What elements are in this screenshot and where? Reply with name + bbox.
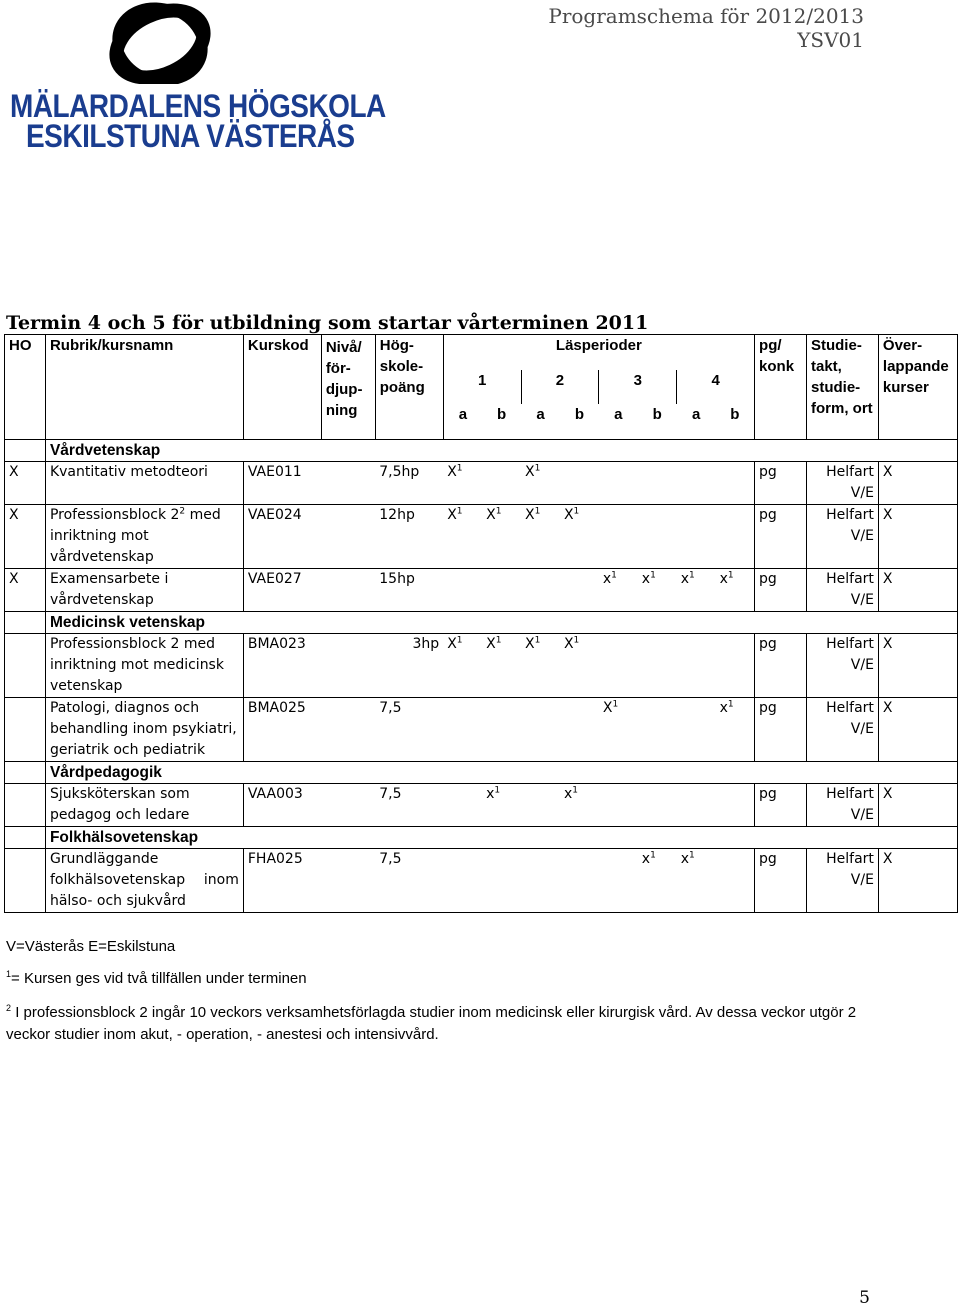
section-vardvetenskap: Vårdvetenskap [45,440,957,462]
x-mark: x [563,786,573,802]
section-row [5,762,958,784]
x-mark: X [447,507,457,523]
program-title: Programschema för 2012/2013 [548,4,864,28]
col-pg: pg/ konk [755,335,807,440]
col-hp: Hög- skole- poäng [375,335,443,440]
col-rubrik: Rubrik/kursnamn [45,335,243,440]
course-name: Kvantitativ metodteori [45,462,243,505]
page-number: 5 [859,1288,870,1308]
footnote-1: $^1$= Kursen ges vid två tillfällen under terminen [6,969,307,987]
term-title: Termin 4 och 5 för utbildning som startar vårterminen 2011 [6,312,649,334]
logo-text-line1: MÄLARDALENS HÖGSKOLA [10,88,386,124]
x-mark: X [525,464,535,480]
col-overlapp: Över- lappande kurser [878,335,957,440]
x-mark: X [525,636,535,652]
program-code: YSV01 [797,28,864,52]
course-name: Professionsblock $2^2$ med inriktning mot vårdvetenskap [45,505,243,569]
x-mark: x [486,786,495,802]
ab-cell: b [482,404,521,439]
ab-cell: a [599,404,638,439]
logo-text-line2: ESKILSTUNA VÄSTERÅS [26,118,355,154]
section-vardpedagogik: Vårdpedagogik [45,762,957,784]
table-row: Sjuksköterskan som pedagog och ledare VAA003 7,5 $x^1$ $x^1$ pg Helfart V/E X [5,784,958,827]
period-1: 1 [443,370,521,404]
x-mark: x [641,851,651,867]
ab-cell: b [716,404,755,439]
x-mark: x [680,571,689,587]
course-name: Grundläggande folkhälsovetenskap inom hälso- och sjukvård [45,849,243,913]
ab-cell: b [560,404,599,439]
x-mark: X [486,507,496,523]
col-ho: HO [5,335,46,440]
section-medicinsk: Medicinsk vetenskap [45,612,957,634]
course-name: Patologi, diagnos och behandling inom psykiatri, geriatrik och pediatrik [45,698,243,762]
table-row: X Professionsblock $2^2$ med inriktning mot vårdvetenskap VAE024 12hp $X^1$ $X^1$ $X^1$ $X^1$ pg Helfart V/E X [5,505,958,569]
ab-cell: a [521,404,560,439]
ho-cell: X [5,462,46,505]
x-mark: X [447,636,457,652]
period-4: 4 [677,370,755,404]
document-header [548,4,864,52]
section-row [5,827,958,849]
period-3: 3 [599,370,677,404]
location-legend: V=Västerås E=Eskilstuna [6,938,176,955]
x-mark: X [525,507,535,523]
col-lasperioder: Läsperioder [443,335,754,370]
table-row: X Examensarbete i vårdvetenskap VAE027 15hp $x^1$ $x^1$ $x^1$ $x^1$ pg Helfart V/E X [5,569,958,612]
x-mark: X [563,636,574,652]
x-mark: X [447,464,457,480]
col-studietakt: Studie- takt, studie- form, ort [806,335,878,440]
col-niva: Nivå/ för- djup- ning [321,335,375,440]
course-name: Sjuksköterskan som pedagog och ledare [45,784,243,827]
table-row: Grundläggande folkhälsovetenskap inom hälso- och sjukvård FHA025 7,5 $x^1$ $x^1$ pg Helfart V/E X [5,849,958,913]
x-mark: X [602,700,613,716]
x-mark: X [563,507,574,523]
course-name: Examensarbete i vårdvetenskap [45,569,243,612]
university-logo-icon [100,2,220,84]
course-hp: 7,5hp [375,462,443,505]
period-2: 2 [521,370,599,404]
overlap-cell: X [878,462,957,505]
course-table [4,334,958,913]
section-row [5,440,958,462]
x-mark: x [680,851,689,867]
course-name: Professionsblock 2 med inriktning mot medicinsk vetenskap [45,634,243,698]
footnote-2: $^2$ I professionsblock 2 ingår 10 veckors verksamhetsförlagda studier inom medicinsk eller kirurgisk vård. Av dessa veckor utgör 2 veckor studier inom akut, - operation, - anestesi och intensivvård. [6,1003,857,1043]
pg-cell: pg [755,462,807,505]
x-mark: x [719,700,728,716]
x-mark: x [719,571,728,587]
x-mark: x [602,571,612,587]
table-row: X Kvantitativ metodteori VAE011 7,5hp $X^1$ $X^1$ pg Helfart V/E X [5,462,958,505]
section-row [5,612,958,634]
section-folkhalsa: Folkhälsovetenskap [45,827,957,849]
ab-cell: b [638,404,677,439]
col-kurskod: Kurskod [243,335,321,440]
table-row: Patologi, diagnos och behandling inom psykiatri, geriatrik och pediatrik BMA025 7,5 $X^1$ $x^1$ pg Helfart V/E X [5,698,958,762]
x-mark: x [641,571,651,587]
table-row: Professionsblock 2 med inriktning mot medicinsk vetenskap BMA023 3hp $X^1$ $X^1$ $X^1$ $X^1$ pg Helfart V/E X [5,634,958,698]
x-mark: X [486,636,496,652]
ab-cell: a [677,404,716,439]
course-code: VAE011 [243,462,321,505]
ab-cell: a [443,404,482,439]
table-header-row [5,335,958,370]
